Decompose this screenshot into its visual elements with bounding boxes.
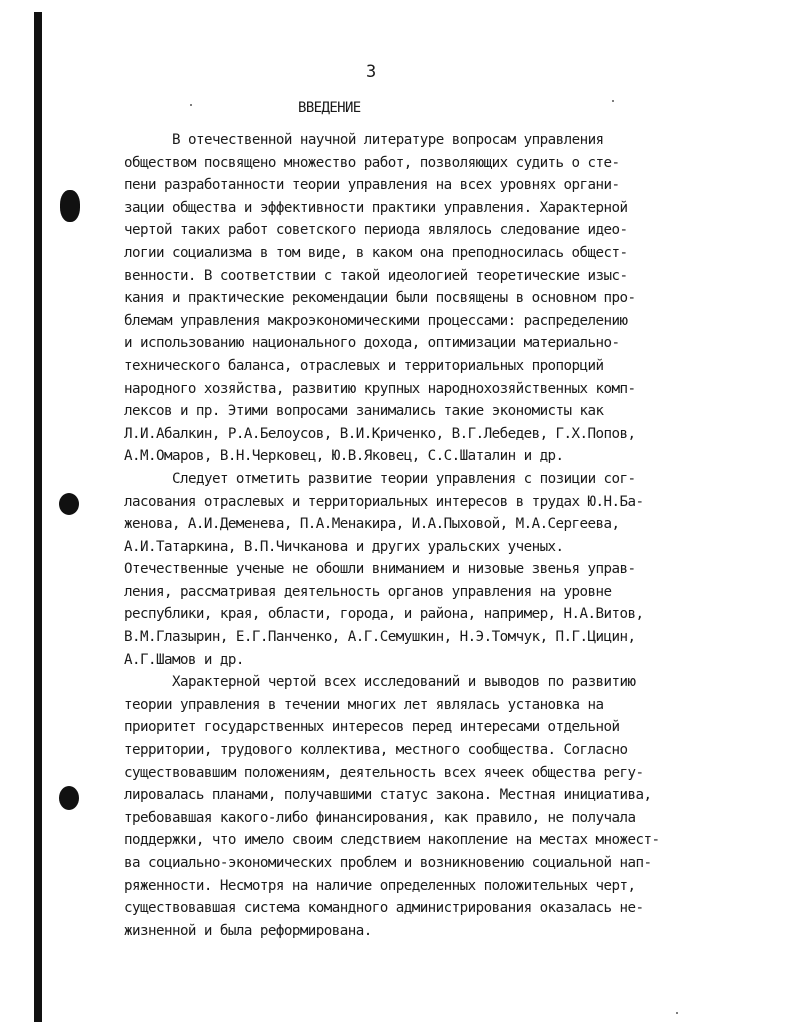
text-line: блемам управления макроэкономическими процессами: распределению [124, 312, 628, 329]
text-line: поддержки, что имело своим следствием накопление на местах множест- [124, 832, 660, 849]
scan-speck [612, 100, 614, 102]
punch-hole [60, 190, 80, 222]
text-line: Л.И.Абалкин, Р.А.Белоусов, В.И.Криченко, В.Г.Лебедев, Г.Х.Попов, [124, 425, 636, 442]
text-line: существовавшая система командного администрирования оказалась не- [124, 900, 644, 917]
text-line: А.И.Татаркина, В.П.Чичканова и других уральских ученых. [124, 538, 564, 555]
text-line: технического баланса, отраслевых и территориальных пропорций [124, 357, 604, 374]
text-line: территории, трудового коллектива, местного сообщества. Согласно [124, 742, 628, 759]
text-line: Характерной чертой всех исследований и выводов по развитию [172, 674, 636, 691]
text-line: требовавшая какого-либо финансирования, как правило, не получала [124, 809, 636, 826]
text-line: лексов и пр. Этими вопросами занимались такие экономисты как [124, 403, 604, 420]
text-line: В.М.Глазырин, Е.Г.Панченко, А.Г.Семушкин, Н.Э.Томчук, П.Г.Цицин, [124, 629, 636, 646]
text-line: кания и практические рекомендации были посвящены в основном про- [124, 290, 636, 307]
text-line: пени разработанности теории управления на всех уровнях органи- [124, 177, 620, 194]
text-line: теории управления в течении многих лет являлась установка на [124, 696, 604, 713]
text-line: А.Г.Шамов и др. [124, 651, 244, 668]
text-line: лировалась планами, получавшими статус закона. Местная инициатива, [124, 787, 652, 804]
text-line: ряженности. Несмотря на наличие определенных положительных черт, [124, 877, 636, 894]
text-line: А.М.Омаров, В.Н.Черковец, Ю.В.Яковец, С.С.Шаталин и др. [124, 448, 564, 465]
text-line: существовавшим положениям, деятельность всех ячеек общества регу- [124, 764, 644, 781]
text-line: ления, рассматривая деятельность органов управления на уровне [124, 583, 612, 600]
scan-speck [676, 1012, 678, 1014]
text-line: Отечественные ученые не обошли вниманием и низовые звенья управ- [124, 561, 636, 578]
page-number: 3 [366, 62, 377, 82]
punch-hole [59, 786, 79, 810]
paragraph-1 [124, 129, 744, 468]
text-line: Следует отметить развитие теории управления с позиции сог- [172, 470, 636, 487]
punch-hole [59, 493, 79, 515]
page-title: ВВЕДЕНИЕ [298, 100, 361, 116]
text-line: ласования отраслевых и территориальных интересов в трудах Ю.Н.Ба- [124, 493, 644, 510]
text-line: венности. В соответствии с такой идеологией теоретические изыс- [124, 267, 628, 284]
scan-speck [190, 104, 192, 106]
text-line: и использованию национального дохода, оптимизации материально- [124, 335, 620, 352]
text-line: жизненной и была реформирована. [124, 922, 372, 939]
text-line: ва социально-экономических проблем и возникновению социальной нап- [124, 855, 652, 871]
text-line: народного хозяйства, развитию крупных народнохозяйственных комп- [124, 380, 636, 397]
text-line: В отечественной научной литературе вопросам управления [172, 132, 604, 148]
body-text [124, 129, 744, 942]
text-line: приоритет государственных интересов перед интересами отдельной [124, 719, 620, 736]
text-line: республики, края, области, города, и района, например, Н.А.Витов, [124, 606, 644, 623]
paragraph-2 [124, 468, 744, 671]
paragraph-3 [124, 671, 744, 942]
text-line: чертой таких работ советского периода являлось следование идео- [124, 222, 628, 239]
text-line: логии социализма в том виде, в каком она преподносилась общест- [124, 244, 628, 261]
text-line: зации общества и эффективности практики управления. Характерной [124, 199, 628, 216]
text-line: обществом посвящено множество работ, позволяющих судить о сте- [124, 154, 620, 171]
scan-binding-edge [34, 12, 42, 1022]
text-line: женова, А.И.Деменева, П.А.Менакира, И.А.Пыховой, М.А.Сергеева, [124, 516, 620, 533]
